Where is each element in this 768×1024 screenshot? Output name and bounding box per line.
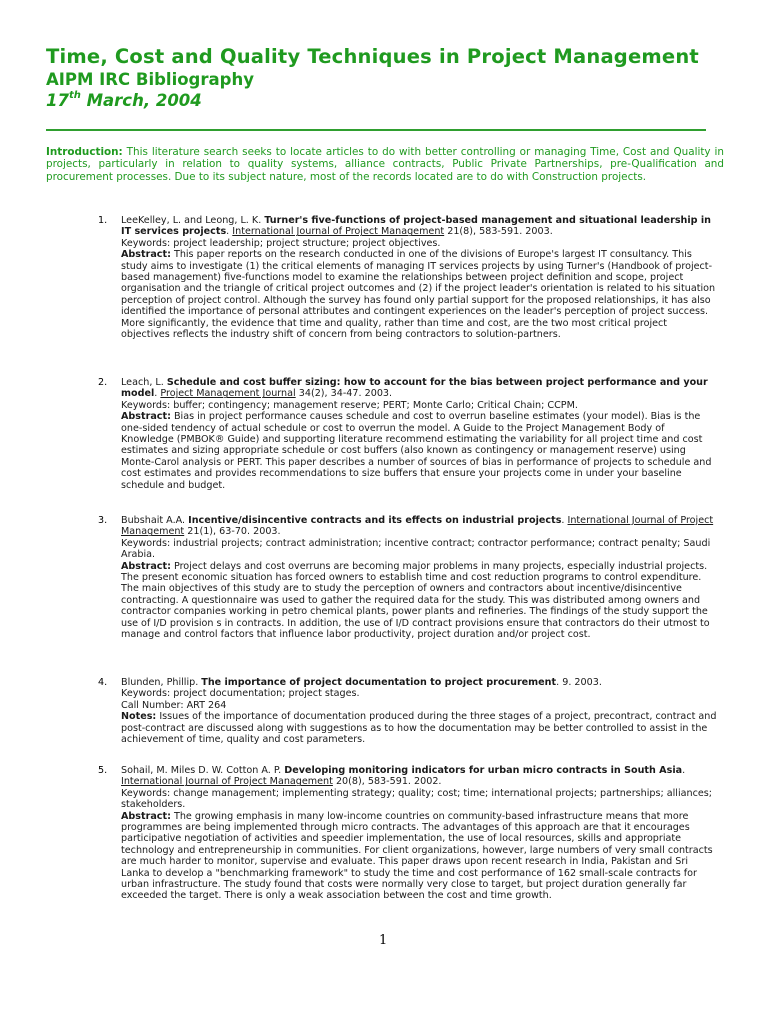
reference-number: 3.: [98, 515, 108, 526]
reference-title: Turner's five-functions of project-based management and situational leadership in IT services projects: [121, 215, 711, 238]
reference-keywords: Keywords: project documentation; project stages.: [121, 688, 360, 700]
reference-title: Schedule and cost buffer sizing: how to account for the bias between project performance and your model: [121, 377, 708, 400]
reference-citation: 34(2), 34-47. 2003.: [295, 388, 393, 400]
document-title: Time, Cost and Quality Techniques in Project Management: [46, 45, 699, 68]
reference-authors: Blunden, Phillip.: [121, 677, 202, 688]
reference-authors: Bubshait A.A.: [121, 515, 189, 526]
reference-citation: 21(1), 63-70. 2003.: [184, 526, 281, 538]
reference-citation: 21(8), 583-591. 2003.: [444, 226, 553, 238]
reference-body: [121, 765, 717, 902]
reference-number: 5.: [98, 765, 108, 776]
reference-title: Developing monitoring indicators for urban micro contracts in South Asia: [284, 765, 683, 776]
reference-title: Incentive/disincentive contracts and its effects on industrial projects: [188, 515, 562, 526]
reference-body: [121, 677, 717, 745]
reference-keywords: Keywords: industrial projects; contract administration; incentive contract; contractor performance; contract penalty; Saudi Arabia.: [121, 537, 711, 561]
reference-abstract: This paper reports on the research conducted in one of the divisions of Europe's largest IT consultancy. This study aims to investigate (1) the critical elements of managing IT services projects by using Turner's (Handbook of project-based management) five-functions model to examine the relationships between project definition and scope, project organisation and the triangle of critical project outcomes and (2) if the project leader's orientation is related to his situation perception of project control. Although the survey has found only partial support for the proposed relationships, it has also identified the importance of personal attributes and contingent experiences on the leader's perception of project success. More significantly, the evidence that time and quality, rather than time and cost, are the two most critical project objectives reflects the industry shift of concern from being contractors to solution-partners.: [121, 249, 716, 341]
abstract-label: Abstract:: [121, 249, 171, 261]
date-day: 17: [46, 91, 69, 110]
reference-abstract: Bias in project performance causes schedule and cost to overrun baseline estimates (your model). Bias is the one-sided tendency of actual schedule or cost to overrun the model. A Guide to the Project Management Body of Knowledge (PMBOK® Guide) and supporting literature recommend estimating the variability for all project time and cost estimates and sizing appropriate schedule or cost buffers (also known as contingency or management reserve) using Monte-Carol analysis or PERT. This paper describes a number of sources of bias in performance of projects to schedule and cost estimates and provides recommendations to size buffers that ensure your projects come in under your baseline schedule and budget.: [121, 411, 712, 491]
introduction-label: Introduction:: [46, 146, 123, 158]
notes-label: Notes:: [121, 711, 157, 723]
reference-separator: .: [556, 677, 563, 688]
reference-separator: .: [682, 765, 686, 776]
reference-body: [121, 377, 717, 491]
reference-body: [121, 215, 717, 340]
reference-call-number: Call Number: ART 264: [121, 699, 227, 711]
reference-authors: Leach, L.: [121, 377, 167, 388]
reference-journal: International Journal of Project Management: [121, 776, 333, 788]
reference-notes: Issues of the importance of documentation produced during the three stages of a project, precontract, contract and post-contract are discussed along with suggestions as to how the documentation may be better controlled to assist in the achievement of time, quality and cost parameters.: [121, 711, 717, 746]
reference-journal: Project Management Journal: [160, 388, 296, 400]
reference-abstract: Project delays and cost overruns are becoming major problems in many projects, especially industrial projects. The present economic situation has forced owners to establish time and cost reduction programs to control expenditure. The main objectives of this study are to study the perception of owners and contractors about incentive/disincentive contracting. A questionnaire was used to gather the required data for the study. This was distributed among owners and contractor companies working in petro chemical plants, power plants and refineries. The findings of the study support the use of I/D provision s in contracts. In addition, the use of I/D contract provisions ensure that contractors do their utmost to manage and control factors that influence labor productivity, project duration and/or project cost.: [121, 560, 710, 641]
reference-journal: International Journal of Project Management: [232, 226, 445, 238]
reference-separator: .: [226, 226, 233, 238]
reference-title: The importance of project documentation to project procurement: [201, 677, 557, 688]
reference-keywords: Keywords: project leadership; project structure; project objectives.: [121, 237, 441, 249]
page-number: 1: [379, 933, 388, 948]
introduction-paragraph: [46, 146, 724, 183]
reference-keywords: Keywords: change management; implementing strategy; quality; cost; time; international projects; partnerships; alliances; stakeholders.: [121, 787, 712, 811]
date-rest: March, 2004: [80, 91, 202, 110]
reference-authors: Sohail, M. Miles D. W. Cotton A. P.: [121, 765, 285, 776]
document-subtitle: AIPM IRC Bibliography: [46, 70, 254, 89]
reference-authors: LeeKelley, L. and Leong, L. K.: [121, 215, 265, 226]
reference-citation: 20(8), 583-591. 2002.: [332, 776, 442, 788]
reference-number: 2.: [98, 377, 108, 388]
document-date: [46, 91, 202, 110]
abstract-label: Abstract:: [121, 411, 171, 423]
abstract-label: Abstract:: [121, 810, 171, 822]
abstract-label: Abstract:: [121, 560, 171, 572]
reference-number: 4.: [98, 677, 108, 688]
reference-separator: .: [561, 515, 568, 526]
reference-separator: .: [154, 388, 161, 400]
reference-number: 1.: [98, 215, 108, 226]
reference-keywords: Keywords: buffer; contingency; management reserve; PERT; Monte Carlo; Critical Chain; CCPM.: [121, 399, 578, 411]
reference-body: [121, 515, 717, 640]
date-superscript: th: [68, 89, 81, 101]
introduction-text: This literature search seeks to locate articles to do with better controlling or managing Time, Cost and Quality in projects, particularly in relation to quality systems, alliance contracts, Public Private Partnerships, pre-Qualification and procurement processes. Due to its subject nature, most of the records located are to do with Construction projects.: [46, 146, 724, 183]
reference-journal: International Journal of Project Management: [121, 515, 714, 538]
header-divider: [46, 129, 706, 131]
reference-abstract: The growing emphasis in many low-income countries on community-based infrastructure means that more programmes are being implemented through micro contracts. The advantages of this approach are that it encourages participative negotiation of activities and speedier implementation, the use of local resources, skills and appropriate technology and entrepreneurship in communities. For client organizations, however, large numbers of very small contracts are much harder to monitor, supervise and evaluate. This paper draws upon recent research in India, Pakistan and Sri Lanka to develop a "benchmarking framework" to study the time and cost performance of 162 small-scale contracts for urban infrastructure. The study found that costs were normally very close to target, but project duration generally far exceeded the target. There is only a weak association between the cost and time growth.: [121, 810, 713, 902]
reference-citation: 9. 2003.: [562, 677, 602, 688]
